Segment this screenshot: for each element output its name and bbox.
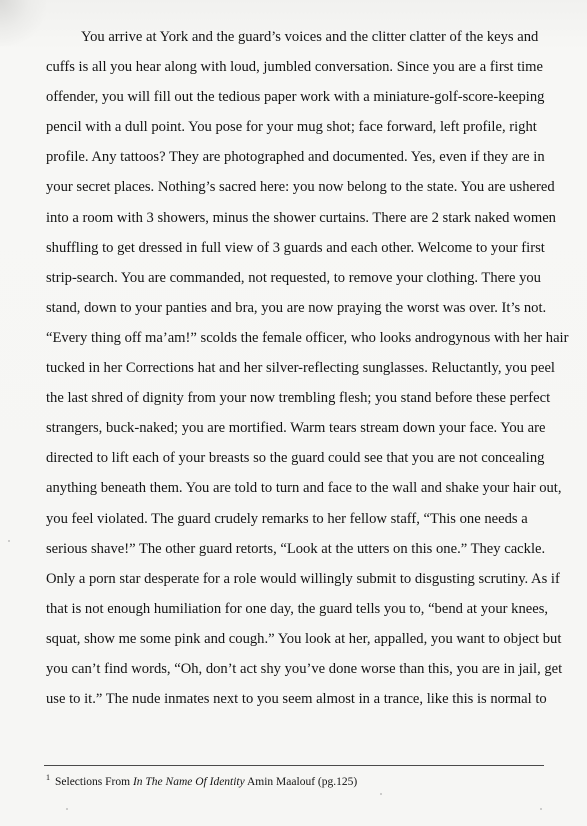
text-line: use to it.” The nude inmates next to you seem almost in a trance, like this is normal to xyxy=(46,691,547,708)
text-line: directed to lift each of your breasts so the guard could see that you are not concealing xyxy=(46,450,545,467)
text-line: your secret places. Nothing’s sacred here: you now belong to the state. You are ushered xyxy=(46,179,555,196)
footnote xyxy=(46,773,357,788)
body-paragraph xyxy=(46,22,569,714)
footnote-suffix: Amin Maalouf (pg.125) xyxy=(244,775,358,788)
text-line: you can’t find words, “Oh, don’t act shy you’ve done worse than this, you are in jail, get xyxy=(46,660,563,677)
text-line: cuffs is all you hear along with loud, jumbled conversation. Since you are a first time xyxy=(46,59,544,76)
footnote-divider xyxy=(44,765,544,766)
text-line: that is not enough humiliation for one day, the guard tells you to, “bend at your knees, xyxy=(46,600,549,617)
text-line: stand, down to your panties and bra, you are now praying the worst was over. It’s not. xyxy=(46,299,547,316)
text-line: squat, show me some pink and cough.” You look at her, appalled, you want to object but xyxy=(46,630,562,647)
text-line: anything beneath them. You are told to turn and face to the wall and shake your hair out, xyxy=(46,480,562,497)
scan-speck xyxy=(540,808,542,810)
text-line: tucked in her Corrections hat and her silver-reflecting sunglasses. Reluctantly, you peel xyxy=(46,360,555,377)
text-line: You arrive at York and the guard’s voices and the clitter clatter of the keys and xyxy=(81,29,539,45)
footnote-marker: 1 xyxy=(46,773,50,782)
text-line: the last shred of dignity from your now trembling flesh; you stand before these perfect xyxy=(46,390,551,407)
text-line: Only a porn star desperate for a role would willingly submit to disgusting scrutiny. As if xyxy=(46,570,560,587)
scan-speck xyxy=(66,808,68,810)
text-line: serious shave!” The other guard retorts, “Look at the utters on this one.” They cackle. xyxy=(46,540,546,557)
text-line: pencil with a dull point. You pose for your mug shot; face forward, left profile, right xyxy=(46,119,537,136)
text-line: “Every thing off ma’am!” scolds the female officer, who looks androgynous with her hair xyxy=(46,329,569,346)
text-line: offender, you will fill out the tedious paper work with a miniature-golf-score-keeping xyxy=(46,89,545,106)
text-line: shuffling to get dressed in full view of 3 guards and each other. Welcome to your first xyxy=(46,239,545,256)
text-line: profile. Any tattoos? They are photographed and documented. Yes, even if they are in xyxy=(46,149,545,166)
scan-speck xyxy=(8,540,10,542)
scan-speck xyxy=(380,793,382,795)
scan-shadow xyxy=(0,0,46,46)
text-line: strangers, buck-naked; you are mortified. Warm tears stream down your face. You are xyxy=(46,420,546,437)
footnote-book-title: In The Name Of Identity xyxy=(132,775,245,788)
text-line: strip-search. You are commanded, not requested, to remove your clothing. There you xyxy=(46,269,541,286)
footnote-prefix: Selections From xyxy=(55,775,133,788)
text-line: you feel violated. The guard crudely remarks to her fellow staff, “This one needs a xyxy=(46,510,528,527)
text-line: into a room with 3 showers, minus the shower curtains. There are 2 stark naked women xyxy=(46,209,556,226)
